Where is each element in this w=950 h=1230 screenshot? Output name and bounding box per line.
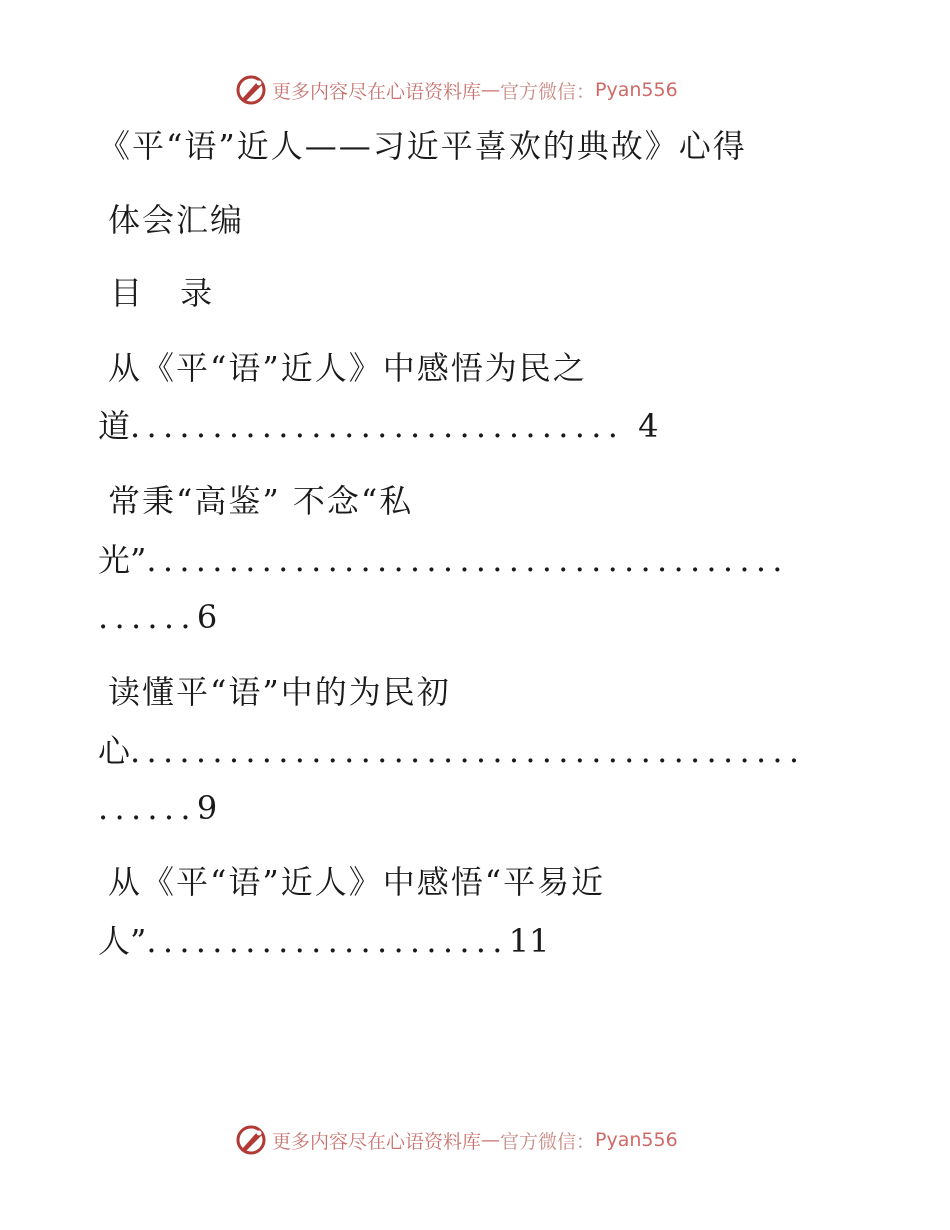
toc-item-2-leader-cont: ...... [98, 598, 197, 636]
toc-item-3-entry[interactable] [98, 731, 805, 771]
watermark-separator: — [481, 1129, 501, 1151]
watermark-separator: — [481, 79, 501, 101]
toc-item-4-leader: ...................... [146, 922, 509, 960]
toc-item-1-entry[interactable] [98, 406, 659, 446]
toc-item-4-page: 11 [508, 922, 550, 960]
document-title-line-1: 《平“语”近人——习近平喜欢的典故》心得 [98, 127, 747, 165]
watermark-wechat-id: Pyan556 [595, 79, 678, 101]
toc-item-2-title[interactable]: 常秉“高鉴” 不念“私 [108, 482, 414, 520]
watermark-site-text: 更多内容尽在心语资料库 [272, 80, 482, 103]
pen-logo-icon [234, 1123, 268, 1157]
toc-item-4-title[interactable]: 从《平“语”近人》中感悟“平易近 [108, 863, 606, 901]
pen-logo-icon [234, 73, 268, 107]
footer-watermark [234, 1122, 678, 1158]
toc-item-4-tail: 人” [98, 922, 147, 960]
watermark-wechat-id: Pyan556 [595, 1129, 678, 1151]
toc-item-3-page: 9 [196, 789, 218, 827]
toc-item-2-leader: ....................................... [146, 541, 789, 579]
toc-item-2-entry-cont[interactable] [98, 597, 217, 637]
toc-item-1-title[interactable]: 从《平“语”近人》中感悟为民之 [108, 349, 587, 387]
toc-item-2-entry[interactable] [98, 540, 789, 580]
toc-heading: 目 录 [110, 274, 227, 312]
document-title-line-2: 体会汇编 [108, 201, 245, 239]
watermark-wechat-label: 官方微信： [500, 80, 596, 103]
toc-item-3-entry-cont[interactable] [98, 788, 217, 828]
toc-item-1-page: 4 [638, 407, 659, 445]
toc-item-3-title[interactable]: 读懂平“语”中的为民初 [108, 673, 451, 711]
watermark-site-text: 更多内容尽在心语资料库 [272, 1130, 482, 1153]
toc-item-3-tail: 心 [98, 732, 131, 770]
toc-item-2-tail: 光” [98, 541, 147, 579]
watermark-wechat-label: 官方微信： [500, 1130, 596, 1153]
header-watermark [234, 72, 678, 108]
toc-item-4-entry[interactable] [98, 921, 549, 961]
toc-item-1-leader: .............................. [130, 407, 625, 445]
toc-item-2-page: 6 [196, 598, 218, 636]
toc-item-3-leader: ......................................... [130, 732, 806, 770]
toc-item-1-tail: 道 [98, 407, 131, 445]
toc-item-3-leader-cont: ...... [98, 789, 197, 827]
